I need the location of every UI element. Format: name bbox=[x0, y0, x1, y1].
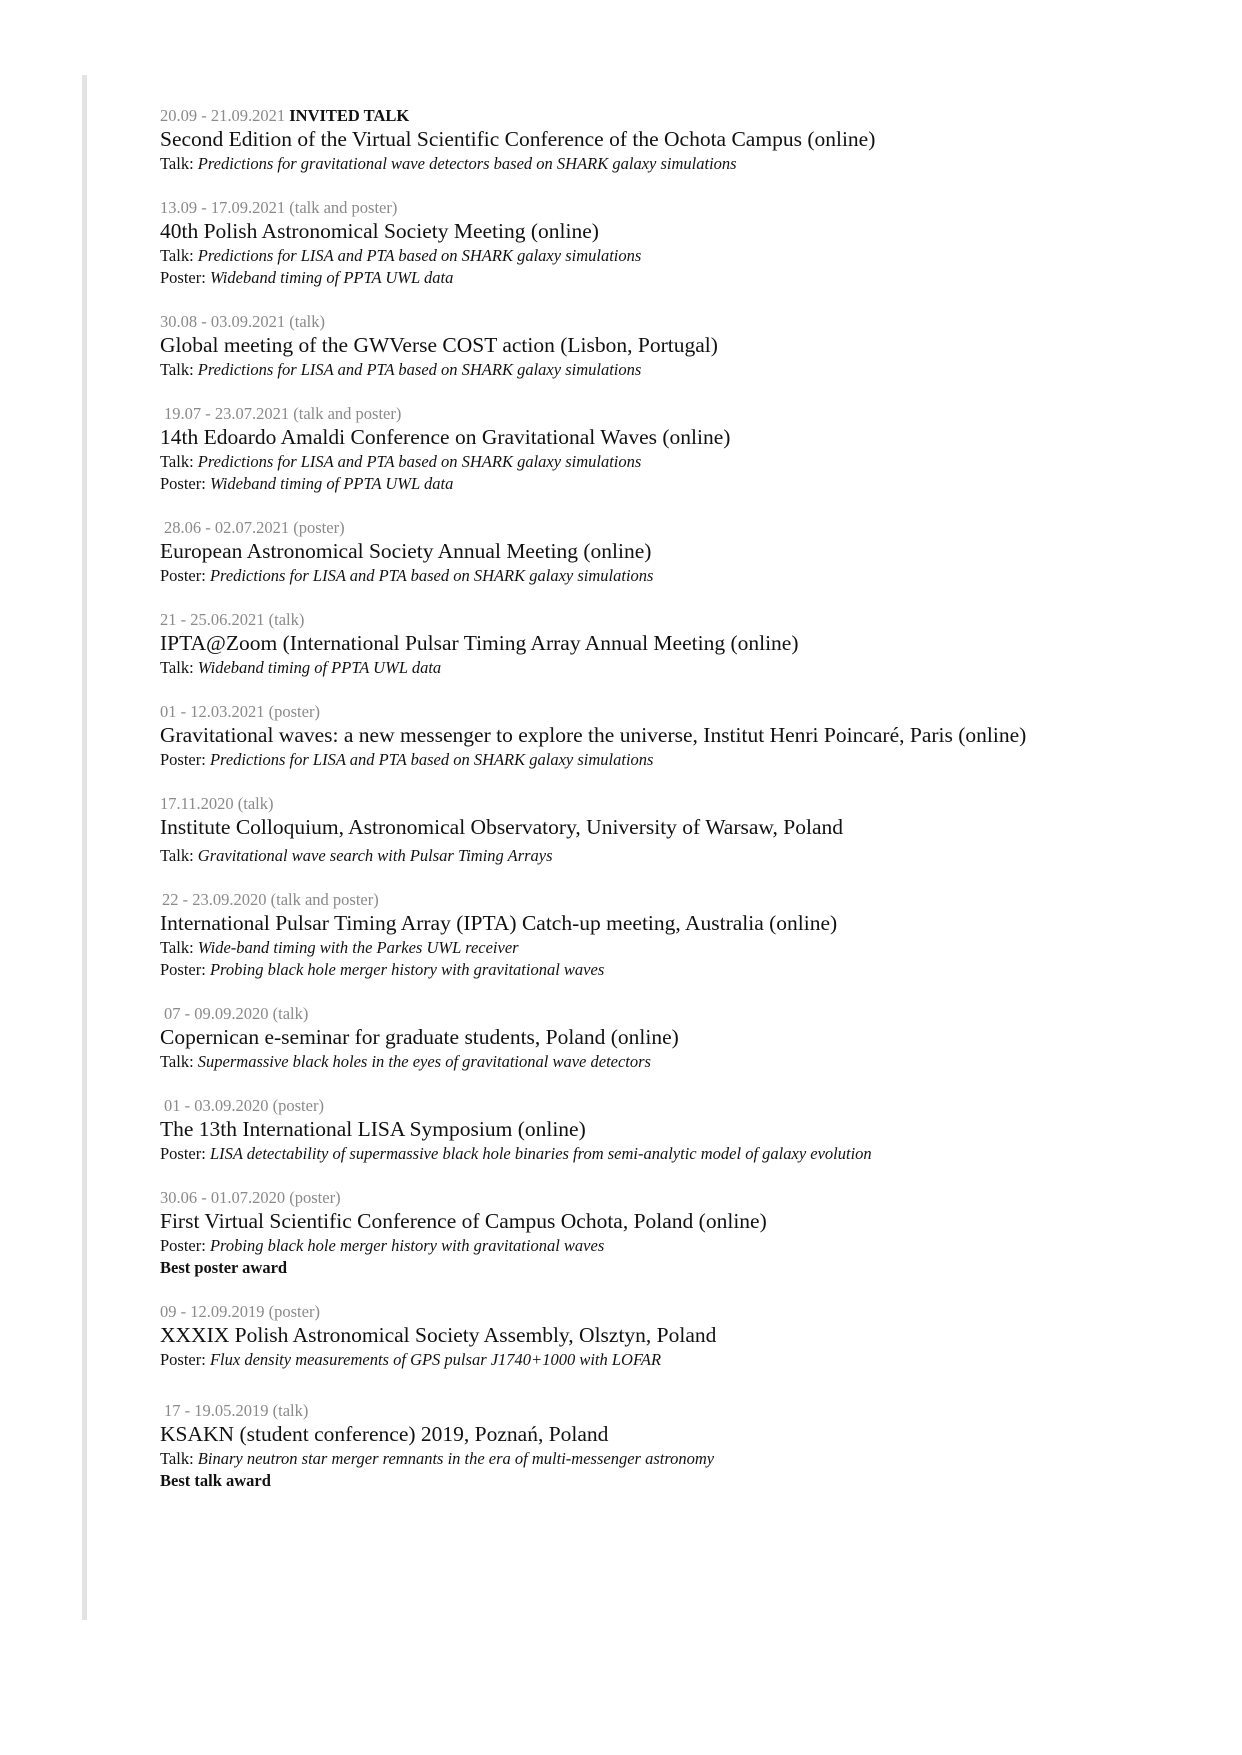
entry-date: 07 - 09.09.2020 (talk) bbox=[164, 1004, 309, 1023]
detail-prefix: Talk: bbox=[160, 1052, 198, 1071]
detail-text: Binary neutron star merger remnants in the era of multi-messenger astronomy bbox=[197, 1449, 715, 1468]
entry-detail bbox=[160, 959, 1220, 981]
detail-text: Predictions for LISA and PTA based on SHARK galaxy simulations bbox=[197, 452, 642, 471]
entry-detail bbox=[160, 845, 1220, 867]
entry-title: 40th Polish Astronomical Society Meeting (online) bbox=[160, 219, 599, 243]
detail-prefix: Talk: bbox=[160, 938, 198, 957]
entry-date: 19.07 - 23.07.2021 (talk and poster) bbox=[164, 404, 402, 423]
conference-entry bbox=[160, 106, 1220, 175]
entry-title: Second Edition of the Virtual Scientific Conference of the Ochota Campus (online) bbox=[160, 127, 876, 151]
detail-text: Probing black hole merger history with gravitational waves bbox=[209, 1236, 605, 1255]
entry-title: KSAKN (student conference) 2019, Poznań, Poland bbox=[160, 1422, 609, 1446]
entry-detail bbox=[160, 1051, 1220, 1073]
detail-text: Wideband timing of PPTA UWL data bbox=[197, 658, 442, 677]
entry-date: 28.06 - 02.07.2021 (poster) bbox=[164, 518, 345, 537]
entry-detail bbox=[160, 1349, 1220, 1371]
conference-entry bbox=[160, 890, 1220, 981]
detail-text: Predictions for gravitational wave detectors based on SHARK galaxy simulations bbox=[197, 154, 737, 173]
conference-entry bbox=[160, 404, 1220, 495]
entry-title: Global meeting of the GWVerse COST action (Lisbon, Portugal) bbox=[160, 333, 718, 357]
detail-text: Wideband timing of PPTA UWL data bbox=[209, 474, 454, 493]
conference-entry bbox=[160, 518, 1220, 587]
entry-date: 17 - 19.05.2019 (talk) bbox=[164, 1401, 309, 1420]
conference-entry bbox=[160, 198, 1220, 289]
entry-date: 13.09 - 17.09.2021 (talk and poster) bbox=[160, 198, 398, 217]
detail-prefix: Talk: bbox=[160, 360, 198, 379]
conference-entry bbox=[160, 1188, 1220, 1279]
conference-entry bbox=[160, 312, 1220, 381]
entry-title: Institute Colloquium, Astronomical Observatory, University of Warsaw, Poland bbox=[160, 815, 843, 839]
conference-entry bbox=[160, 702, 1220, 771]
entry-detail bbox=[160, 1235, 1220, 1257]
entry-detail bbox=[160, 565, 1220, 587]
entry-detail bbox=[160, 473, 1220, 495]
entry-detail bbox=[160, 153, 1220, 175]
entry-detail bbox=[160, 749, 1220, 771]
entry-date: 30.06 - 01.07.2020 (poster) bbox=[160, 1188, 341, 1207]
conference-entry bbox=[160, 1004, 1220, 1073]
detail-prefix: Talk: bbox=[160, 246, 198, 265]
entry-date: 21 - 25.06.2021 (talk) bbox=[160, 610, 305, 629]
conference-entry bbox=[160, 1302, 1220, 1371]
detail-prefix: Talk: bbox=[160, 846, 198, 865]
entry-date: 09 - 12.09.2019 (poster) bbox=[160, 1302, 320, 1321]
conference-list bbox=[160, 106, 1220, 1515]
entry-detail bbox=[160, 359, 1220, 381]
entry-title: 14th Edoardo Amaldi Conference on Gravitational Waves (online) bbox=[160, 425, 731, 449]
entry-tag: INVITED TALK bbox=[289, 106, 410, 125]
entry-title: First Virtual Scientific Conference of Campus Ochota, Poland (online) bbox=[160, 1209, 767, 1233]
detail-prefix: Poster: bbox=[160, 750, 210, 769]
detail-prefix: Poster: bbox=[160, 1350, 210, 1369]
entry-detail bbox=[160, 937, 1220, 959]
entry-title: International Pulsar Timing Array (IPTA) Catch-up meeting, Australia (online) bbox=[160, 911, 838, 935]
detail-text: Predictions for LISA and PTA based on SHARK galaxy simulations bbox=[197, 360, 642, 379]
detail-text: Wideband timing of PPTA UWL data bbox=[209, 268, 454, 287]
conference-entry bbox=[160, 794, 1220, 867]
entry-title: XXXIX Polish Astronomical Society Assembly, Olsztyn, Poland bbox=[160, 1323, 717, 1347]
entry-date-line bbox=[160, 106, 1220, 125]
conference-entry bbox=[160, 610, 1220, 679]
entry-date: 30.08 - 03.09.2021 (talk) bbox=[160, 312, 325, 331]
detail-prefix: Poster: bbox=[160, 268, 210, 287]
detail-text: Supermassive black holes in the eyes of gravitational wave detectors bbox=[197, 1052, 651, 1071]
entry-date: 22 - 23.09.2020 (talk and poster) bbox=[162, 890, 379, 909]
detail-prefix: Poster: bbox=[160, 960, 210, 979]
left-border-rule bbox=[82, 75, 87, 1620]
entry-detail bbox=[160, 1448, 1220, 1470]
entry-detail bbox=[160, 451, 1220, 473]
entry-date: 20.09 - 21.09.2021 bbox=[160, 106, 286, 125]
entry-date: 01 - 12.03.2021 (poster) bbox=[160, 702, 320, 721]
detail-prefix: Poster: bbox=[160, 474, 210, 493]
entry-detail bbox=[160, 1143, 1220, 1165]
detail-prefix: Poster: bbox=[160, 566, 210, 585]
entry-detail bbox=[160, 267, 1220, 289]
conference-entry bbox=[160, 1096, 1220, 1165]
award-label: Best poster award bbox=[160, 1258, 288, 1277]
entry-title: IPTA@Zoom (International Pulsar Timing Array Annual Meeting (online) bbox=[160, 631, 799, 655]
detail-text: LISA detectability of supermassive black hole binaries from semi-analytic model of galaxy evolution bbox=[209, 1144, 872, 1163]
detail-text: Flux density measurements of GPS pulsar J1740+1000 with LOFAR bbox=[209, 1350, 662, 1369]
detail-text: Predictions for LISA and PTA based on SHARK galaxy simulations bbox=[209, 566, 654, 585]
entry-detail bbox=[160, 245, 1220, 267]
award-label: Best talk award bbox=[160, 1471, 271, 1490]
entry-title: The 13th International LISA Symposium (online) bbox=[160, 1117, 586, 1141]
entry-title: Copernican e-seminar for graduate students, Poland (online) bbox=[160, 1025, 679, 1049]
entry-date: 17.11.2020 (talk) bbox=[160, 794, 274, 813]
detail-prefix: Talk: bbox=[160, 154, 198, 173]
detail-text: Predictions for LISA and PTA based on SHARK galaxy simulations bbox=[197, 246, 642, 265]
conference-entry bbox=[160, 1401, 1220, 1492]
entry-date: 01 - 03.09.2020 (poster) bbox=[164, 1096, 324, 1115]
detail-prefix: Talk: bbox=[160, 658, 198, 677]
entry-detail bbox=[160, 657, 1220, 679]
detail-prefix: Poster: bbox=[160, 1144, 210, 1163]
detail-text: Gravitational wave search with Pulsar Timing Arrays bbox=[197, 846, 553, 865]
detail-prefix: Poster: bbox=[160, 1236, 210, 1255]
detail-prefix: Talk: bbox=[160, 452, 198, 471]
detail-prefix: Talk: bbox=[160, 1449, 198, 1468]
entry-title: Gravitational waves: a new messenger to explore the universe, Institut Henri Poincaré, Paris (online) bbox=[160, 723, 1027, 747]
detail-text: Predictions for LISA and PTA based on SHARK galaxy simulations bbox=[209, 750, 654, 769]
detail-text: Wide-band timing with the Parkes UWL receiver bbox=[197, 938, 519, 957]
entry-title: European Astronomical Society Annual Meeting (online) bbox=[160, 539, 652, 563]
detail-text: Probing black hole merger history with gravitational waves bbox=[209, 960, 605, 979]
